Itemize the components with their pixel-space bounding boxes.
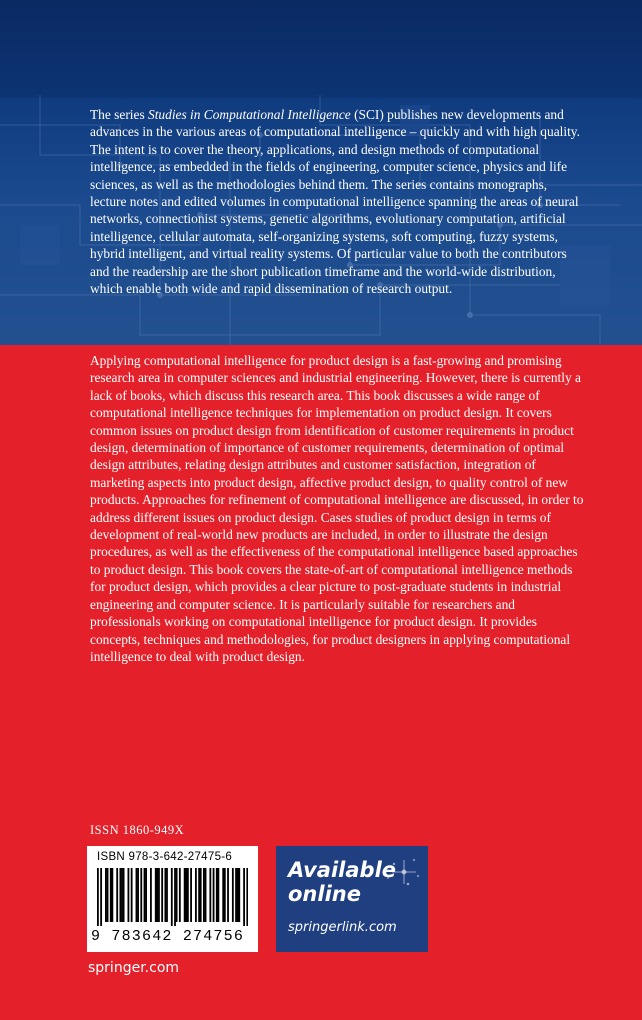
barcode-bar [243,868,245,926]
available-online-badge[interactable] [276,846,428,952]
barcode-graphic [97,868,248,926]
barcode-bar [111,868,113,922]
barcode-bar [246,868,248,926]
top-dark-strip [0,0,642,98]
book-description-text: Applying computational intelligence for product design is a fast-growing and promising research area in computer sciences and industrial engineering. However, there is currently a lack of books, which discuss this research area. This book discusses a wide range of computational intelligence techniques for implementation on product design. It covers common issues on product design from identification of customer requirements in product design, determination of importance of customer requirements, determination of optimal design attributes, relating design attributes and customer satisfaction, integration of marketing aspects into product design, affective product design, to quality control of new products. Approaches for refinement of computational intelligence are discussed, in order to address different issues on product design. Cases studies of product design in terms of development of real-world new products are included, in order to illustrate the design procedures, as well as the effectiveness of the computational intelligence based approaches to product design. This book covers the state-of-art of computational intelligence methods for product design, which provides a clear picture to post-graduate students in industrial engineering and computer science. It is particularly suitable for researchers and professionals working on computational intelligence for product design. It provides concepts, techniques and methodologies, for product designers in applying computational intelligence to deal with product design. [90,353,584,664]
barcode-bar [222,868,224,922]
barcode-bar [128,868,130,922]
series-body: (SCI) publishes new developments and advances in the various areas of computational intelligence – quickly and with high quality. The intent is to cover the theory, applications, and design methods of computational intelligence, as embedded in the fields of engineering, computer science, physics and life sciences, as well as the methodologies behind them. The series contains monographs, lecture notes and edited volumes in computational intelligence spanning the areas of neural networks, connectionist systems, genetic algorithms, evolutionary computation, artificial intelligence, cellular automata, self-organizing systems, soft computing, fuzzy systems, hybrid intelligent, and virtual reality systems. Of particular value to both the contributors and the readership are the short publication timeframe and the world-wide distribution, which enable both wide and rapid dissemination of research output. [90,107,580,297]
barcode-bar [110,868,112,922]
online-text: online [288,882,361,906]
barcode-bar [209,868,211,922]
book-description [90,352,586,665]
barcode-bar [144,868,146,922]
barcode-bar [238,868,240,922]
barcode-bar [156,868,158,922]
barcode-bar [164,868,166,922]
barcode-bar [166,868,168,922]
available-text: Available [288,858,397,882]
series-description [90,106,580,297]
barcode-bar [203,868,205,922]
barcode-bar [131,868,133,922]
barcode-bar [176,868,178,922]
barcode-bar [100,868,102,926]
barcode-bar [187,868,189,922]
barcode-bar [119,868,121,922]
barcode-bar [140,868,142,922]
barcode-bar [205,868,207,922]
barcode-bar [174,868,176,926]
barcode-bar [185,868,187,922]
barcode-bar [136,868,138,922]
barcode-bar [227,868,229,922]
barcode-bar [198,868,200,922]
barcode-bar [237,868,239,922]
isbn-barcode [87,846,258,952]
barcode-bar [105,868,107,922]
barcode-bar [195,868,197,922]
barcode-bar [107,868,109,922]
series-prefix: The series [90,107,149,122]
barcode-bar [216,868,218,922]
series-name: Studies in Computational Intelligence [148,107,351,122]
springerlink-link[interactable]: springerlink.com [288,920,397,935]
barcode-bar [97,868,99,926]
barcode-bar [158,868,160,922]
barcode-bar [213,868,215,922]
barcode-bar [235,868,237,922]
barcode-bar [121,868,123,922]
isbn-label: ISBN 978-3-642-27475-6 [97,851,233,863]
barcode-digits: 9 783642 274756 [91,928,245,945]
barcode-bar [224,868,226,922]
barcode-bar [137,868,139,922]
barcode-bar [179,868,181,922]
springer-link[interactable]: springer.com [88,960,180,976]
barcode-bar [123,868,125,922]
barcode-bar [200,868,202,922]
barcode-bar [145,868,147,922]
barcode-bar [232,868,234,922]
barcode-bar [171,868,173,926]
barcode-bar [116,868,118,922]
issn-label: ISSN 1860-949X [90,823,185,837]
barcode-bar [161,868,163,922]
barcode-bar [190,868,192,922]
barcode-bar [155,868,157,922]
barcode-bar [150,868,152,922]
barcode-bar [184,868,186,922]
barcode-bar [217,868,219,922]
